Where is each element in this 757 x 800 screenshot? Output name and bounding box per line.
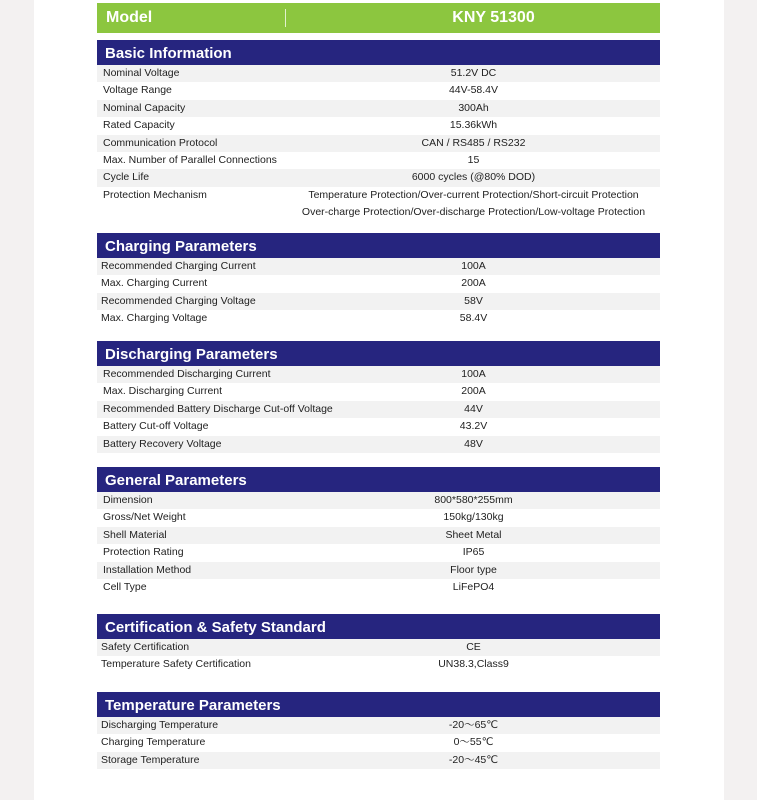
spec-value: 43.2V — [459, 420, 488, 433]
spec-key: Recommended Discharging Current — [103, 368, 271, 380]
spec-value: 800*580*255mm — [434, 494, 513, 506]
spec-key: Recommended Charging Voltage — [101, 294, 256, 307]
spec-rows — [97, 492, 660, 596]
spec-value: 44V-58.4V — [448, 84, 499, 97]
spec-value: 51.2V DC — [450, 67, 497, 79]
model-header — [97, 3, 660, 33]
spec-key: Temperature Safety Certification — [101, 658, 251, 671]
spec-rows — [97, 366, 660, 453]
spec-value: -20〜65℃ — [448, 719, 499, 731]
spec-value: Sheet Metal — [445, 528, 502, 541]
section-title: Discharging Parameters — [97, 341, 660, 366]
spec-key: Protection Mechanism — [103, 188, 207, 201]
spec-value: 15 — [467, 153, 480, 166]
spec-row — [97, 310, 660, 327]
spec-value: 15.36kWh — [449, 119, 498, 132]
spec-row — [97, 492, 660, 509]
charging-parameters-section — [97, 233, 660, 328]
spec-key: Max. Charging Current — [101, 277, 208, 290]
section-title: General Parameters — [97, 467, 660, 492]
spec-key: Protection Rating — [103, 546, 184, 559]
spec-key: Discharging Temperature — [101, 719, 219, 731]
spec-value — [287, 187, 660, 221]
spec-value: 300Ah — [458, 101, 489, 114]
general-parameters-section — [97, 467, 660, 596]
spec-key: Cycle Life — [103, 171, 150, 184]
section-title: Certification & Safety Standard — [97, 614, 660, 639]
section-title: Basic Information — [97, 40, 660, 65]
spec-key: Battery Cut-off Voltage — [103, 420, 209, 433]
spec-rows — [97, 65, 660, 221]
spec-row — [97, 562, 660, 579]
spec-row — [97, 152, 660, 169]
spec-rows — [97, 639, 660, 674]
spec-value: 200A — [461, 385, 486, 398]
spec-key: Gross/Net Weight — [103, 511, 186, 524]
spec-row — [97, 135, 660, 152]
spec-key: Recommended Charging Current — [101, 260, 256, 272]
spec-value: Floor type — [450, 563, 497, 576]
protection-line-1: Temperature Protection/Over-current Protection/Short-circuit Protection — [308, 188, 639, 201]
spec-row — [97, 527, 660, 544]
spec-key: Max. Discharging Current — [103, 385, 223, 398]
model-label: Model — [106, 9, 153, 26]
spec-value: 100A — [461, 260, 486, 272]
spec-key: Cell Type — [103, 580, 147, 593]
spec-value: UN38.3,Class9 — [438, 658, 509, 671]
spec-row — [97, 579, 660, 596]
spec-key: Installation Method — [103, 563, 192, 576]
basic-information-section — [97, 40, 660, 221]
spec-row — [97, 639, 660, 656]
spec-key: Battery Recovery Voltage — [103, 437, 222, 450]
spec-row — [97, 65, 660, 82]
spec-value: 200A — [461, 277, 486, 290]
spec-row — [97, 169, 660, 186]
spec-value: 6000 cycles (@80% DOD) — [411, 171, 536, 184]
spec-value: 100A — [461, 368, 486, 380]
spec-row — [97, 734, 660, 751]
spec-rows — [97, 258, 660, 328]
spec-key: Nominal Voltage — [103, 67, 180, 79]
spec-value: -20〜45℃ — [448, 753, 499, 766]
spec-row — [97, 401, 660, 418]
temperature-parameters-section — [97, 692, 660, 769]
spec-row — [97, 418, 660, 435]
spec-key: Shell Material — [103, 528, 167, 541]
spec-key: Communication Protocol — [103, 136, 218, 149]
spec-row — [97, 383, 660, 400]
spec-key: Safety Certification — [101, 641, 190, 653]
spec-value: 58.4V — [459, 312, 488, 325]
spec-row — [97, 544, 660, 561]
spec-row — [97, 293, 660, 310]
spec-value: 0〜55℃ — [453, 736, 494, 749]
spec-row — [97, 656, 660, 673]
spec-value: 48V — [464, 437, 483, 450]
spec-key: Nominal Capacity — [103, 101, 186, 114]
spec-row — [97, 187, 660, 221]
spec-value: 44V — [464, 402, 483, 415]
spec-row — [97, 82, 660, 99]
spec-key: Storage Temperature — [101, 753, 200, 766]
spec-key: Charging Temperature — [101, 736, 206, 749]
spec-value: 150kg/130kg — [443, 511, 504, 524]
spec-key: Max. Number of Parallel Connections — [103, 153, 277, 166]
spec-row — [97, 100, 660, 117]
protection-line-2: Over-charge Protection/Over-discharge Protection/Low-voltage Protection — [301, 205, 646, 218]
spec-value: CE — [466, 641, 481, 653]
section-title: Charging Parameters — [97, 233, 660, 258]
spec-key: Max. Charging Voltage — [101, 312, 208, 325]
spec-value: 58V — [464, 294, 483, 307]
spec-key: Dimension — [103, 494, 153, 506]
spec-row — [97, 509, 660, 526]
spec-value: LiFePO4 — [452, 580, 495, 593]
spec-row — [97, 366, 660, 383]
discharging-parameters-section — [97, 341, 660, 453]
spec-row — [97, 117, 660, 134]
spec-row — [97, 258, 660, 275]
header-divider — [285, 9, 286, 27]
spec-row — [97, 436, 660, 453]
spec-key: Rated Capacity — [103, 119, 175, 132]
spec-key: Voltage Range — [103, 84, 172, 97]
spec-value: IP65 — [462, 546, 485, 559]
model-value: KNY 51300 — [452, 9, 535, 26]
spec-rows — [97, 717, 660, 769]
section-title: Temperature Parameters — [97, 692, 660, 717]
spec-row — [97, 752, 660, 769]
spec-value: CAN / RS485 / RS232 — [421, 136, 526, 149]
certification-section — [97, 614, 660, 674]
spec-key: Recommended Battery Discharge Cut-off Voltage — [103, 402, 333, 415]
spec-row — [97, 275, 660, 292]
spec-row — [97, 717, 660, 734]
